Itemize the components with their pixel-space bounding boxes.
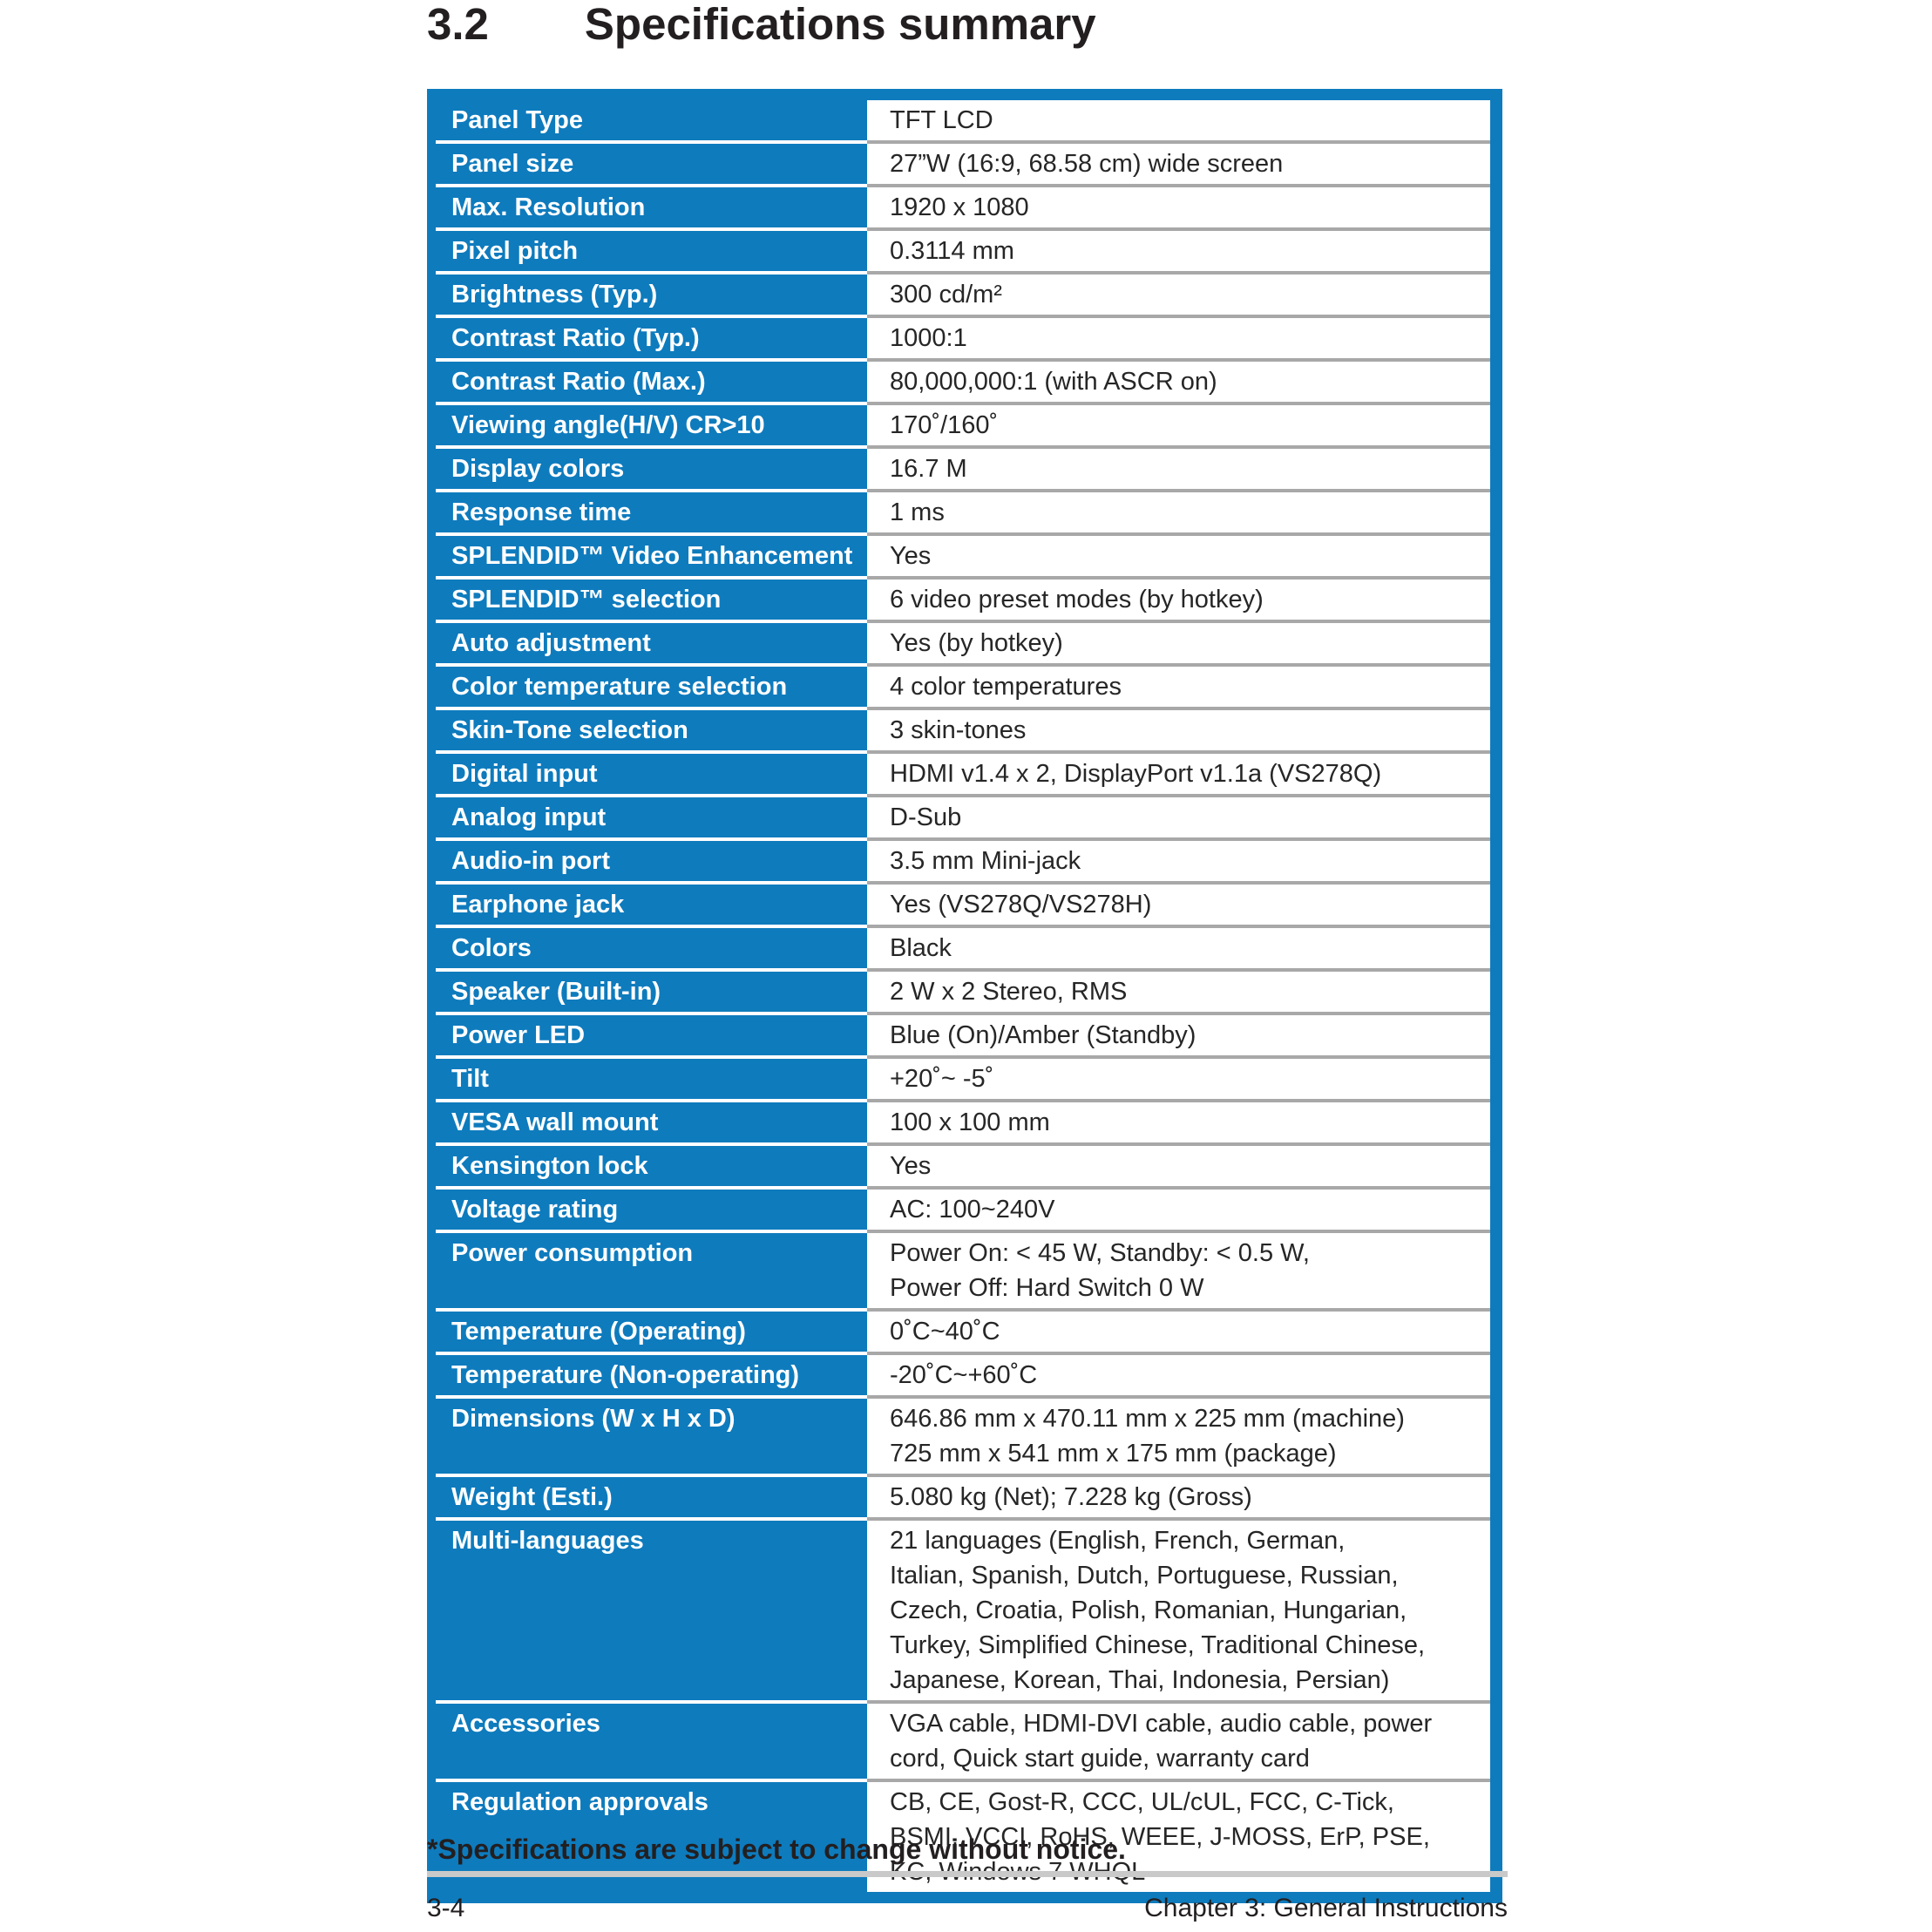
spec-label-cell: Temperature (Non-operating) bbox=[427, 1355, 867, 1399]
spec-label-cell: Accessories bbox=[427, 1704, 867, 1782]
spec-value-line: Black bbox=[890, 934, 952, 962]
spec-row bbox=[427, 797, 1490, 841]
spec-value-line: Yes bbox=[890, 1152, 932, 1180]
spec-value-line: 16.7 M bbox=[890, 455, 967, 483]
spec-value-line: Turkey, Simplified Chinese, Traditional Chinese, bbox=[890, 1631, 1426, 1659]
spec-value-cell bbox=[867, 1015, 1490, 1059]
spec-value-cell bbox=[867, 1059, 1490, 1102]
spec-row bbox=[427, 972, 1490, 1015]
spec-label-cell: Response time bbox=[427, 492, 867, 536]
spec-row bbox=[427, 841, 1490, 885]
spec-row bbox=[427, 1190, 1490, 1233]
spec-value-line: 100 x 100 mm bbox=[890, 1108, 1050, 1136]
spec-row bbox=[427, 1233, 1490, 1312]
spec-label-cell: Panel Type bbox=[427, 100, 867, 144]
spec-label-cell: Pixel pitch bbox=[427, 231, 867, 275]
spec-label-cell: Color temperature selection bbox=[427, 667, 867, 710]
spec-value-line: Yes (VS278Q/VS278H) bbox=[890, 891, 1152, 919]
spec-value-cell bbox=[867, 318, 1490, 362]
spec-value-cell bbox=[867, 231, 1490, 275]
spec-value-line: BSMI, VCCI, RoHS, WEEE, J-MOSS, ErP, PSE, bbox=[890, 1823, 1430, 1851]
spec-value-cell bbox=[867, 275, 1490, 318]
spec-row bbox=[427, 710, 1490, 754]
spec-value-line: 725 mm x 541 mm x 175 mm (package) bbox=[890, 1440, 1337, 1468]
spec-label-cell: Power consumption bbox=[427, 1233, 867, 1312]
spec-row bbox=[427, 187, 1490, 231]
spec-row bbox=[427, 318, 1490, 362]
section-title: Specifications summary bbox=[584, 0, 1096, 49]
spec-row bbox=[427, 362, 1490, 405]
spec-label-cell: Earphone jack bbox=[427, 885, 867, 928]
spec-row bbox=[427, 449, 1490, 492]
spec-row bbox=[427, 1704, 1490, 1782]
spec-label-cell: VESA wall mount bbox=[427, 1102, 867, 1146]
spec-value-cell bbox=[867, 1355, 1490, 1399]
spec-table-body bbox=[427, 100, 1490, 1892]
spec-value-cell bbox=[867, 449, 1490, 492]
spec-value-line: 3.5 mm Mini-jack bbox=[890, 847, 1081, 875]
footer-divider bbox=[427, 1871, 1508, 1877]
spec-value-cell bbox=[867, 710, 1490, 754]
footnote: *Specifications are subject to change without notice. bbox=[427, 1834, 1126, 1865]
spec-row bbox=[427, 1015, 1490, 1059]
spec-value-line: -20˚C~+60˚C bbox=[890, 1361, 1038, 1389]
spec-row bbox=[427, 1521, 1490, 1704]
spec-row bbox=[427, 623, 1490, 667]
spec-value-line: 0.3114 mm bbox=[890, 237, 1014, 265]
section-heading bbox=[427, 0, 1096, 49]
spec-value-line: 1 ms bbox=[890, 498, 945, 526]
spec-label-cell: Skin-Tone selection bbox=[427, 710, 867, 754]
spec-label-cell: Weight (Esti.) bbox=[427, 1477, 867, 1521]
spec-value-line: HDMI v1.4 x 2, DisplayPort v1.1a (VS278Q) bbox=[890, 760, 1382, 788]
spec-label-cell: Audio-in port bbox=[427, 841, 867, 885]
spec-value-cell bbox=[867, 536, 1490, 580]
spec-value-cell bbox=[867, 187, 1490, 231]
spec-row bbox=[427, 1102, 1490, 1146]
spec-value-line: 4 color temperatures bbox=[890, 673, 1122, 701]
spec-label-cell: Multi-languages bbox=[427, 1521, 867, 1704]
spec-value-cell bbox=[867, 1477, 1490, 1521]
spec-row bbox=[427, 580, 1490, 623]
spec-label-cell: Digital input bbox=[427, 754, 867, 797]
spec-row bbox=[427, 100, 1490, 144]
spec-row bbox=[427, 754, 1490, 797]
spec-label-cell: SPLENDID™ Video Enhancement bbox=[427, 536, 867, 580]
spec-label-cell: Panel size bbox=[427, 144, 867, 187]
spec-value-cell bbox=[867, 928, 1490, 972]
spec-value-cell bbox=[867, 667, 1490, 710]
spec-label-cell: Contrast Ratio (Typ.) bbox=[427, 318, 867, 362]
spec-value-line: D-Sub bbox=[890, 803, 962, 831]
spec-value-cell bbox=[867, 972, 1490, 1015]
spec-label-cell: Kensington lock bbox=[427, 1146, 867, 1190]
spec-value-line: Japanese, Korean, Thai, Indonesia, Persian) bbox=[890, 1666, 1390, 1694]
spec-value-cell bbox=[867, 754, 1490, 797]
section-number: 3.2 bbox=[427, 0, 489, 49]
spec-row bbox=[427, 144, 1490, 187]
spec-value-cell bbox=[867, 580, 1490, 623]
page-number: 3-4 bbox=[427, 1894, 465, 1922]
spec-label-cell: Temperature (Operating) bbox=[427, 1312, 867, 1355]
spec-value-line: 0˚C~40˚C bbox=[890, 1318, 1000, 1346]
spec-label-cell: Regulation approvals bbox=[427, 1782, 867, 1892]
spec-value-line: 170˚/160˚ bbox=[890, 411, 999, 439]
spec-value-line: 646.86 mm x 470.11 mm x 225 mm (machine) bbox=[890, 1405, 1405, 1433]
spec-value-line: Czech, Croatia, Polish, Romanian, Hungarian, bbox=[890, 1596, 1407, 1624]
spec-value-line: Power Off: Hard Switch 0 W bbox=[890, 1274, 1204, 1302]
spec-row bbox=[427, 1059, 1490, 1102]
spec-value-cell bbox=[867, 1102, 1490, 1146]
spec-value-line: 3 skin-tones bbox=[890, 716, 1027, 744]
spec-value-line: VGA cable, HDMI-DVI cable, audio cable, power bbox=[890, 1710, 1433, 1738]
spec-value-cell bbox=[867, 1521, 1490, 1704]
spec-value-cell bbox=[867, 492, 1490, 536]
spec-row bbox=[427, 492, 1490, 536]
spec-value-line: Yes bbox=[890, 542, 932, 570]
spec-value-line: 21 languages (English, French, German, bbox=[890, 1527, 1346, 1555]
chapter-label: Chapter 3: General Instructions bbox=[1144, 1894, 1508, 1922]
spec-label-cell: Brightness (Typ.) bbox=[427, 275, 867, 318]
spec-value-cell bbox=[867, 623, 1490, 667]
spec-value-cell bbox=[867, 1312, 1490, 1355]
spec-label-cell: Dimensions (W x H x D) bbox=[427, 1399, 867, 1477]
spec-value-cell bbox=[867, 100, 1490, 144]
spec-row bbox=[427, 405, 1490, 449]
spec-value-cell bbox=[867, 841, 1490, 885]
spec-value-line: Italian, Spanish, Dutch, Portuguese, Russian, bbox=[890, 1562, 1399, 1590]
spec-value-line: Yes (by hotkey) bbox=[890, 629, 1063, 657]
spec-value-cell bbox=[867, 797, 1490, 841]
spec-value-cell bbox=[867, 1399, 1490, 1477]
spec-label-cell: Display colors bbox=[427, 449, 867, 492]
spec-row bbox=[427, 1477, 1490, 1521]
spec-value-line: cord, Quick start guide, warranty card bbox=[890, 1745, 1310, 1773]
spec-label-cell: Speaker (Built-in) bbox=[427, 972, 867, 1015]
spec-label-cell: Analog input bbox=[427, 797, 867, 841]
spec-value-line: 6 video preset modes (by hotkey) bbox=[890, 586, 1264, 613]
spec-value-cell bbox=[867, 1704, 1490, 1782]
spec-value-line: 80,000,000:1 (with ASCR on) bbox=[890, 368, 1217, 396]
spec-value-line: Blue (On)/Amber (Standby) bbox=[890, 1021, 1196, 1049]
specifications-table bbox=[427, 89, 1502, 1903]
spec-label-cell: Max. Resolution bbox=[427, 187, 867, 231]
spec-row bbox=[427, 1312, 1490, 1355]
spec-row bbox=[427, 667, 1490, 710]
spec-row bbox=[427, 275, 1490, 318]
spec-value-cell bbox=[867, 362, 1490, 405]
spec-value-cell bbox=[867, 1190, 1490, 1233]
spec-value-line: 1000:1 bbox=[890, 324, 967, 352]
spec-label-cell: Colors bbox=[427, 928, 867, 972]
spec-row bbox=[427, 231, 1490, 275]
spec-value-cell bbox=[867, 885, 1490, 928]
spec-row bbox=[427, 885, 1490, 928]
spec-value-line: TFT LCD bbox=[890, 106, 993, 134]
spec-value-line: 2 W x 2 Stereo, RMS bbox=[890, 978, 1128, 1006]
spec-value-line: Power On: < 45 W, Standby: < 0.5 W, bbox=[890, 1239, 1310, 1267]
spec-value-line: 300 cd/m² bbox=[890, 281, 1002, 308]
spec-value-cell bbox=[867, 144, 1490, 187]
spec-value-line: 27”W (16:9, 68.58 cm) wide screen bbox=[890, 150, 1284, 178]
spec-row bbox=[427, 1146, 1490, 1190]
spec-row bbox=[427, 1399, 1490, 1477]
spec-label-cell: Viewing angle(H/V) CR>10 bbox=[427, 405, 867, 449]
spec-value-line: +20˚~ -5˚ bbox=[890, 1065, 994, 1093]
spec-value-cell bbox=[867, 405, 1490, 449]
spec-row bbox=[427, 1355, 1490, 1399]
spec-label-cell: Power LED bbox=[427, 1015, 867, 1059]
spec-value-line: AC: 100~240V bbox=[890, 1196, 1055, 1224]
spec-label-cell: Tilt bbox=[427, 1059, 867, 1102]
spec-row bbox=[427, 536, 1490, 580]
spec-label-cell: SPLENDID™ selection bbox=[427, 580, 867, 623]
spec-value-line: 1920 x 1080 bbox=[890, 193, 1029, 221]
spec-value-cell bbox=[867, 1233, 1490, 1312]
page-footer bbox=[427, 1893, 1508, 1924]
spec-value-line: CB, CE, Gost-R, CCC, UL/cUL, FCC, C-Tick, bbox=[890, 1788, 1394, 1816]
spec-row bbox=[427, 928, 1490, 972]
spec-label-cell: Contrast Ratio (Max.) bbox=[427, 362, 867, 405]
spec-label-cell: Voltage rating bbox=[427, 1190, 867, 1233]
spec-value-cell bbox=[867, 1146, 1490, 1190]
spec-value-line: 5.080 kg (Net); 7.228 kg (Gross) bbox=[890, 1483, 1252, 1511]
spec-label-cell: Auto adjustment bbox=[427, 623, 867, 667]
